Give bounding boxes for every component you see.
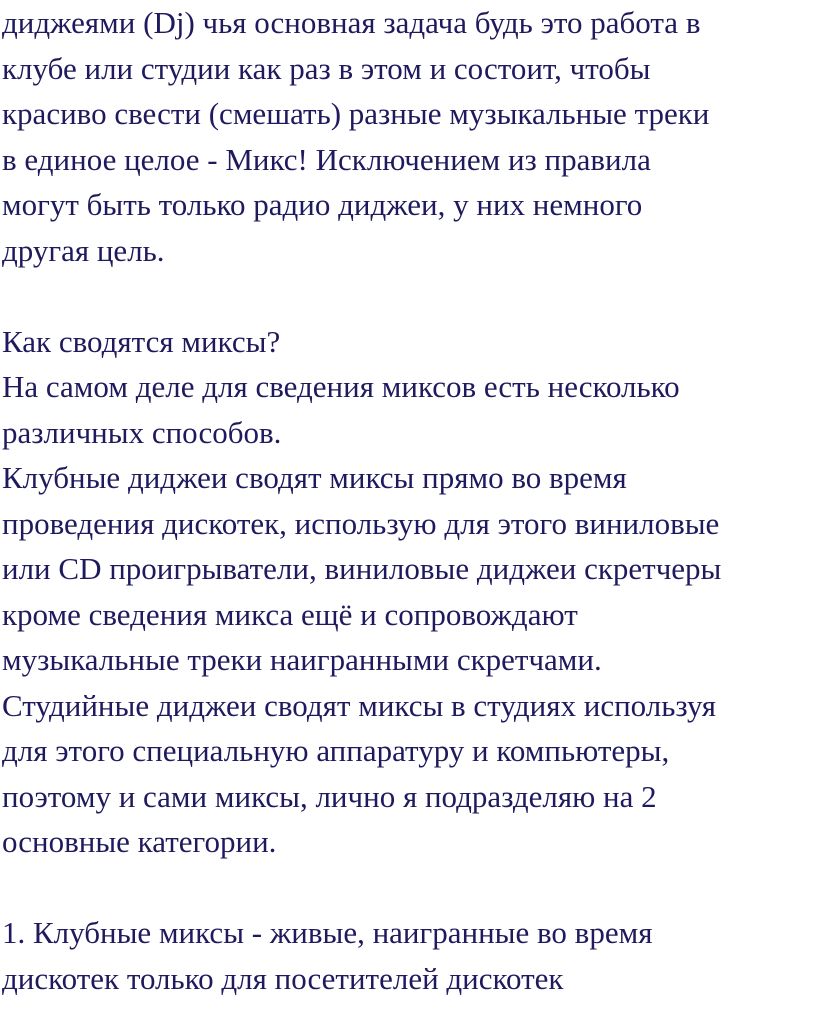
text-line: кроме сведения микса ещё и сопровождают xyxy=(2,596,578,632)
text-line: музыкальные треки наигранными скретчами. xyxy=(2,642,602,677)
text-line: дискотек только для посетителей дискотек xyxy=(2,960,564,996)
text-line: поэтому и сами миксы, лично я подразделяю на 2 xyxy=(2,778,657,814)
text-line: Студийные диджеи сводят миксы в студиях используя xyxy=(2,687,716,723)
text-line: Как сводятся миксы? xyxy=(2,323,281,359)
text-line: Клубные диджеи сводят миксы прямо во время xyxy=(2,460,627,495)
text-line: диджеями (Dj) чья основная задача будь это работа в xyxy=(2,5,701,40)
text-line: 1. Клубные миксы - живые, наигранные во время xyxy=(2,915,653,950)
text-line: основные категории. xyxy=(2,824,277,859)
paragraph-spacer xyxy=(2,865,814,911)
text-line: для этого специальную аппаратуру и компьютеры, xyxy=(2,733,670,768)
text-line: клубе или студии как раз в этом и состоит, чтобы xyxy=(2,50,651,86)
paragraph-intro xyxy=(2,0,814,273)
text-line: На самом деле для сведения миксов есть несколько xyxy=(2,369,680,404)
text-line: другая цель. xyxy=(2,232,165,268)
paragraph-mixing-methods xyxy=(2,319,814,865)
text-line: различных способов. xyxy=(2,414,282,450)
text-line: могут быть только радио диджеи, у них немного xyxy=(2,187,643,222)
text-line: проведения дискотек, использую для этого виниловые xyxy=(2,505,720,541)
paragraph-spacer xyxy=(2,273,814,319)
document-body xyxy=(2,0,814,1001)
paragraph-club-mixes xyxy=(2,910,814,1001)
text-line: красиво свести (смешать) разные музыкальные треки xyxy=(2,96,710,131)
text-line: или CD проигрыватели, виниловые диджеи скретчеры xyxy=(2,551,722,586)
text-line: в единое целое - Микс! Исключением из правила xyxy=(2,141,651,177)
